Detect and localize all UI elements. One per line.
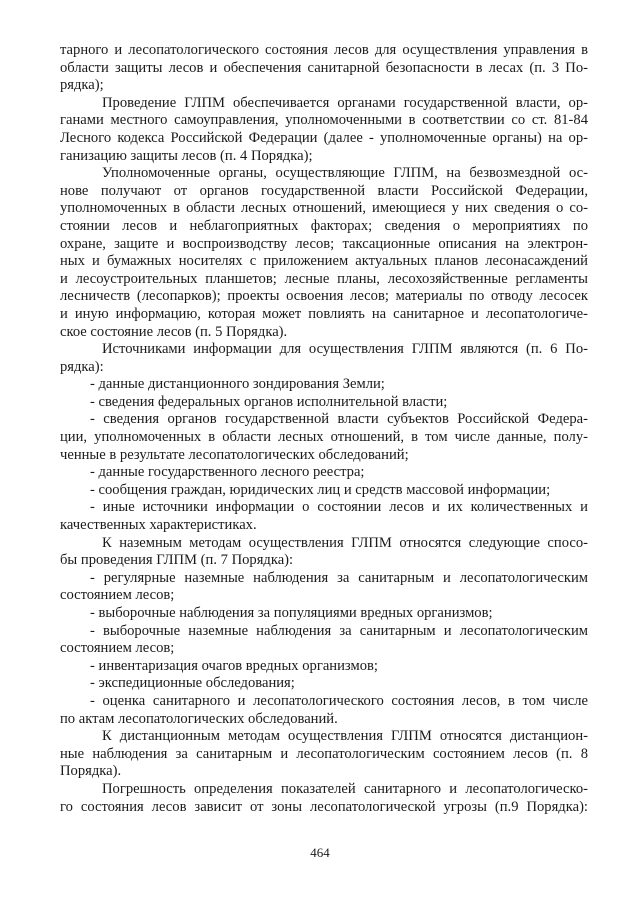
body-text xyxy=(60,42,588,816)
text-line: - оценка санитарного и лесопатологического состояния лесов, в том числе xyxy=(90,692,588,709)
text-line: К наземным методам осуществления ГЛПМ относятся следующие спосо- xyxy=(102,534,588,551)
text-line: ции, уполномоченных в области лесных отношений, в том числе данные, полу- xyxy=(60,429,588,446)
text-line: стоянии лесов и неблагоприятных факторах; сведения о мероприятиях по xyxy=(60,217,588,234)
text-line: тарного и лесопатологического состояния лесов для осуществления управления в xyxy=(60,42,588,58)
text-line: - иные источники информации о состоянии лесов и их количественных и xyxy=(90,499,588,516)
text-line: бы проведения ГЛПМ (п. 7 Порядка): xyxy=(60,552,294,569)
text-line: - сведения органов государственной власти субъектов Российской Федера- xyxy=(90,411,588,428)
text-line: - выборочные наземные наблюдения за санитарным и лесопатологическим xyxy=(90,622,588,639)
text-line: ных и бумажных носителях с приложением актуальных планов лесонасаждений xyxy=(60,253,588,270)
text-line: и иную информацию, которая может повлиять на санитарное и лесопатологиче- xyxy=(60,305,588,322)
text-line: - данные дистанционного зондирования Земли; xyxy=(90,376,385,393)
text-line: Порядка). xyxy=(60,763,122,780)
text-line: - сведения федеральных органов исполнительной власти; xyxy=(90,393,448,410)
text-line: лесничеств (лесопарков); проекты освоения лесов; материалы по отводу лесосек xyxy=(60,288,588,305)
text-line: ганизацию защиты лесов (п. 4 Порядка); xyxy=(60,147,313,164)
text-line: ганами местного самоуправления, уполномоченными в соответствии со ст. 81-84 xyxy=(60,112,588,129)
text-line: - регулярные наземные наблюдения за санитарным и лесопатологическим xyxy=(90,569,588,586)
text-line: Погрешность определения показателей санитарного и лесопатологическо- xyxy=(102,780,588,797)
text-line: ское состояние лесов (п. 5 Порядка). xyxy=(60,323,288,340)
text-line: нове получают от органов государственной власти Российской Федерации, xyxy=(60,182,588,199)
text-line: состоянием лесов; xyxy=(60,640,175,657)
text-line: Источниками информации для осуществления ГЛПМ являются (п. 6 По- xyxy=(102,341,588,358)
text-line: рядка): xyxy=(60,358,104,375)
text-line: охране, защите и воспроизводству лесов; таксационные описания на электрон- xyxy=(60,235,588,252)
text-line: - инвентаризация очагов вредных организмов; xyxy=(90,657,378,674)
text-line: по актам лесопатологических обследований. xyxy=(60,710,338,727)
page-number: 464 xyxy=(310,845,330,860)
text-line: - сообщения граждан, юридических лиц и средств массовой информации; xyxy=(90,481,551,498)
text-line: К дистанционным методам осуществления ГЛПМ относятся дистанцион- xyxy=(102,728,588,745)
text-line: ченные в результате лесопатологических обследований; xyxy=(60,446,409,463)
text-line: области защиты лесов и обеспечения санитарной безопасности в лесах (п. 3 По- xyxy=(60,59,588,76)
text-line: - выборочные наблюдения за популяциями вредных организмов; xyxy=(90,605,493,621)
text-line: уполномоченных в области лесных отношений, имеющиеся у них сведения о со- xyxy=(60,200,588,217)
text-line: - данные государственного лесного реестра; xyxy=(90,464,365,481)
text-line: Уполномоченные органы, осуществляющие ГЛПМ, на безвозмездной ос- xyxy=(102,165,588,182)
text-line: и лесоустроительных планшетов; лесные планы, лесохозяйственные регламенты xyxy=(60,270,588,287)
text-line: качественных характеристиках. xyxy=(60,517,257,534)
text-line: Проведение ГЛПМ обеспечивается органами государственной власти, ор- xyxy=(102,94,588,111)
text-line: состоянием лесов; xyxy=(60,587,175,604)
text-line: ные наблюдения за санитарным и лесопатологическим состоянием лесов (п. 8 xyxy=(60,745,588,762)
text-line: рядка); xyxy=(60,77,104,94)
text-line: - экспедиционные обследования; xyxy=(90,675,295,692)
text-line: Лесного кодекса Российской Федерации (далее - уполномоченные органы) на ор- xyxy=(60,129,588,146)
text-line: го состояния лесов зависит от зоны лесопатологической угрозы (п.9 Порядка): xyxy=(60,798,588,815)
